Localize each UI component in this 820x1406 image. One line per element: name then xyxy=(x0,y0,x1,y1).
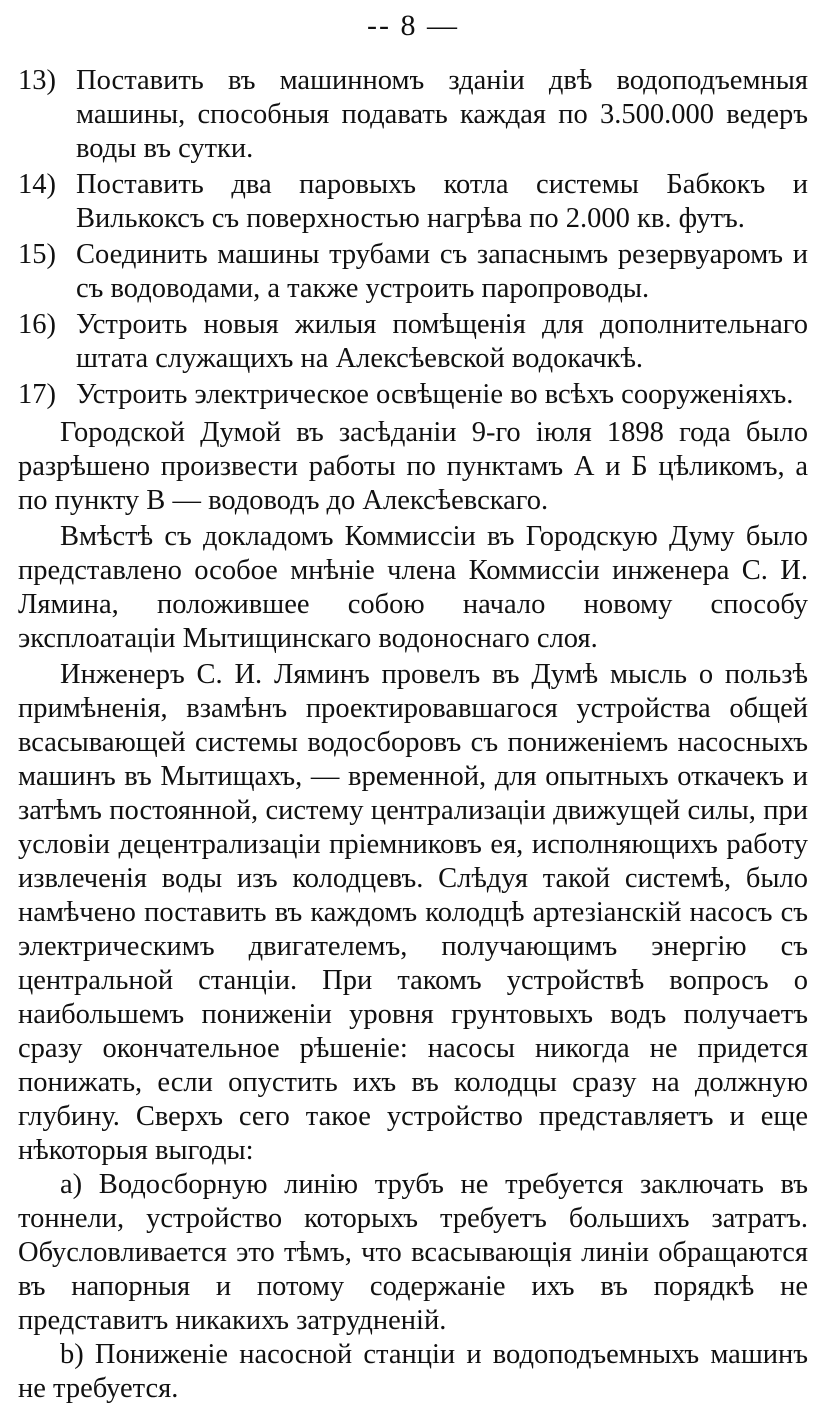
item-text: Соединить машины трубами съ запаснымъ резервуаромъ и съ водоводами, а также устроить паропроводы. xyxy=(76,239,808,304)
document-page xyxy=(18,6,808,1406)
item-number: 13) xyxy=(18,65,56,96)
item-text: Устроить новыя жилыя помѣщенія для дополнительнаго штата служащихъ на Алексѣевской водокачкѣ. xyxy=(76,309,808,374)
item-text: Устроить электрическое освѣщеніе во всѣхъ сооруженіяхъ. xyxy=(76,379,794,410)
item-text: Поставить два паровыхъ котла системы Бабкокъ и Вилькоксъ съ поверхностью нагрѣва по 2.000 кв. футъ. xyxy=(76,169,808,234)
item-number: 17) xyxy=(18,379,56,410)
list-item-17 xyxy=(18,378,808,412)
page-number: -- 8 — xyxy=(367,9,459,42)
list-item-15 xyxy=(18,238,808,306)
item-number: 15) xyxy=(18,239,56,270)
paragraph-duma-decision: Городской Думой въ засѣданіи 9-го іюля 1898 года было разрѣшено произвести работы по пунктамъ А и Б цѣликомъ, а по пункту В — водоводъ до Алексѣевскаго. xyxy=(18,417,808,516)
item-number: 16) xyxy=(18,309,56,340)
list-item-13 xyxy=(18,64,808,166)
item-number: 14) xyxy=(18,169,56,200)
paragraph-lyamin-system: Инженеръ С. И. Ляминъ провелъ въ Думѣ мысль о пользѣ примѣненія, взамѣнъ проектировавшагося устройства общей всасывающей системы водосборовъ съ пониженіемъ насосныхъ машинъ въ Мытищахъ, — временной, для опытныхъ откачекъ и затѣмъ постоянной, систему централизаціи движущей силы, при условіи децентрализаціи пріемниковъ ея, исполняющихъ работу извлеченія воды изъ колодцевъ. Слѣдуя такой системѣ, было намѣчено поставить въ каждомъ колодцѣ артезіанскій насосъ съ электрическимъ двигателемъ, получающимъ энергію съ центральной станціи. При такомъ устройствѣ вопросъ о наибольшемъ пониженіи уровня грунтовыхъ водъ получаетъ сразу окончательное рѣшеніе: насосы никогда не придется понижать, если опустить ихъ въ колодцы сразу на должную глубину. Сверхъ сего такое устройство представляетъ и еще нѣкоторыя выгоды: xyxy=(18,659,808,1166)
numbered-list xyxy=(18,64,808,412)
item-text: Поставить въ машинномъ зданіи двѣ водоподъемныя машины, способныя подавать каждая по 3.500.000 ведеръ воды въ сутки. xyxy=(76,65,808,164)
list-item-16 xyxy=(18,308,808,376)
list-item-14 xyxy=(18,168,808,236)
subpoint-b: b) Пониженіе насосной станціи и водоподъемныхъ машинъ не требуется. xyxy=(18,1339,808,1404)
subpoint-a: а) Водосборную линію трубъ не требуется заключать въ тоннели, устройство которыхъ требуетъ большихъ затратъ. Обусловливается это тѣмъ, что всасывающія линіи обращаются въ напорныя и потому содержаніе ихъ въ порядкѣ не представитъ никакихъ затрудненій. xyxy=(18,1169,808,1336)
paragraph-lyamin-opinion: Вмѣстѣ съ докладомъ Коммиссіи въ Городскую Думу было представлено особое мнѣніе члена Коммиссіи инженера С. И. Лямина, положившее собою начало новому способу эксплоатаціи Мытищинскаго водоноснаго слоя. xyxy=(18,521,808,654)
